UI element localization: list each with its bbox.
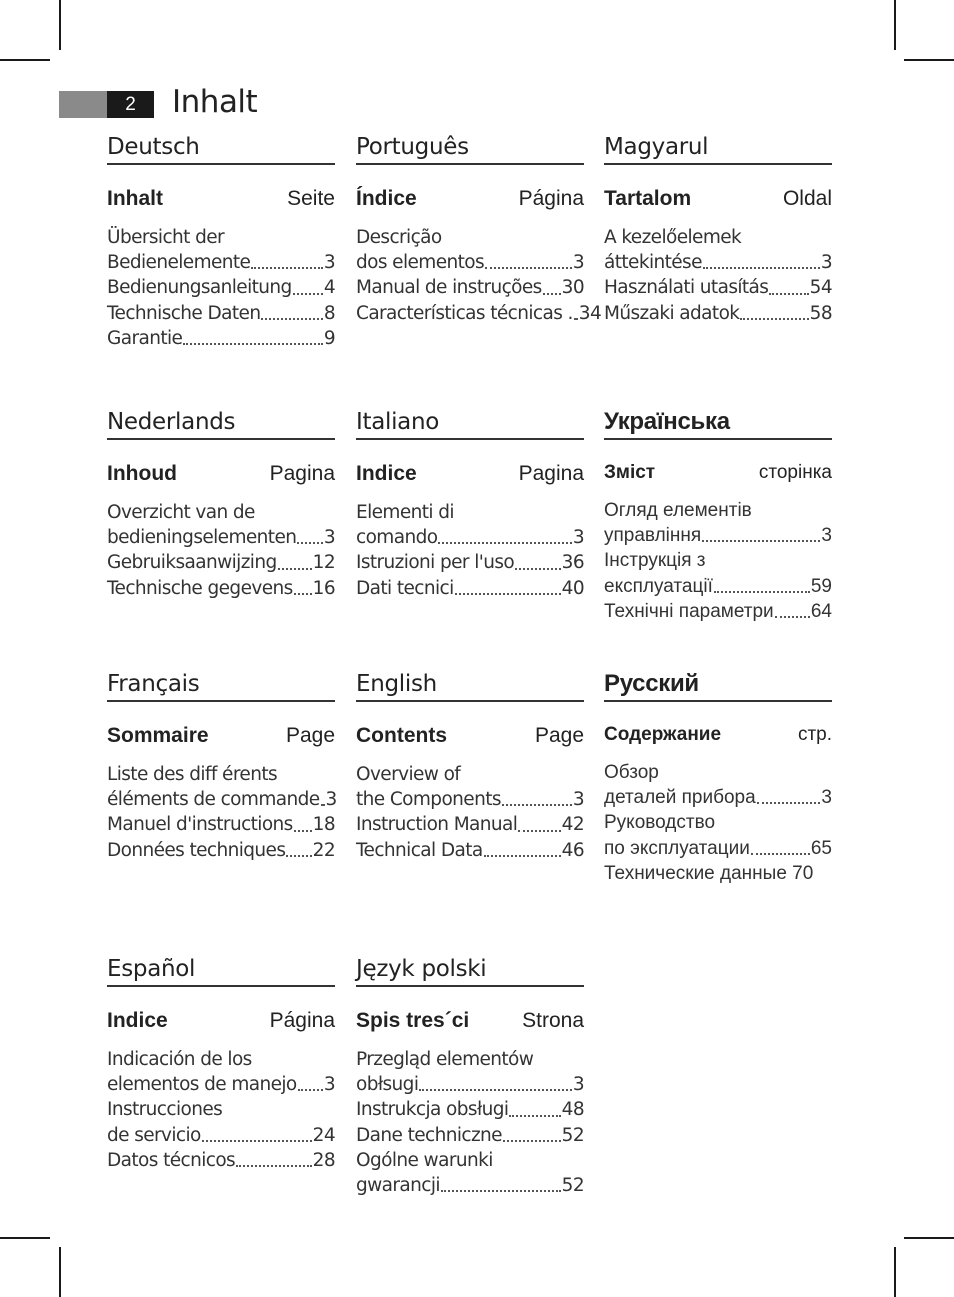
toc-entry-text: obłsugi — [356, 1074, 419, 1096]
toc-entry — [604, 523, 832, 548]
toc-entry-page: 64 — [810, 600, 832, 622]
leader-dots — [740, 317, 808, 320]
toc-entry-page: 3 — [325, 789, 337, 811]
page-column-label: Strona — [522, 1009, 584, 1032]
crop-mark — [904, 59, 954, 61]
leader-dots — [769, 292, 808, 295]
toc-entry — [604, 301, 832, 326]
language-title: Français — [107, 671, 335, 702]
toc-entry-text: Overview of — [356, 764, 461, 785]
toc-entry — [604, 574, 832, 599]
language-title: Português — [356, 134, 584, 165]
toc-entry-text: Manuel d'instructions — [107, 814, 293, 836]
toc-entry-page: 22 — [312, 839, 335, 861]
section-jezyk-polski — [356, 956, 584, 1198]
page-column-label: Page — [285, 724, 335, 747]
toc-entry-text: éléments de commande — [107, 789, 320, 811]
toc-entry-page: 58 — [809, 302, 832, 324]
toc-entry-text: Обзор — [604, 762, 659, 783]
toc-entry — [356, 250, 584, 275]
leader-dots — [261, 317, 322, 320]
contents-header — [604, 724, 832, 746]
contents-header — [604, 187, 832, 211]
page-column-label: Oldal — [782, 187, 832, 210]
toc-entry-page: 3 — [572, 1074, 584, 1096]
leader-dots — [251, 266, 322, 269]
leader-dots — [518, 829, 560, 832]
toc-entry-text: Használati utasítás — [604, 277, 769, 299]
toc-entry-text: деталей прибора — [604, 787, 756, 809]
toc-entry-page: 9 — [323, 327, 335, 349]
toc-entry-page: 54 — [809, 277, 832, 299]
leader-dots — [543, 292, 561, 295]
contents-label: Spis tres´ci — [356, 1009, 470, 1032]
toc-entry-text: Características técnicas . — [356, 302, 573, 324]
toc-entry-text: Bedienungsanleitung — [107, 277, 292, 299]
toc-entry — [356, 500, 584, 525]
toc-entry-page: 48 — [561, 1099, 584, 1121]
section-ukrainska — [604, 409, 832, 624]
contents-header — [356, 462, 584, 486]
section-portugues — [356, 134, 602, 326]
section-russkiy — [604, 671, 832, 886]
toc-entry-text: Garantie — [107, 327, 183, 349]
toc-entry-page: 3 — [323, 1074, 335, 1096]
toc-entry-page: 8 — [323, 302, 335, 324]
toc-entry-page: 28 — [312, 1149, 335, 1171]
toc-entry — [356, 762, 584, 787]
toc-entry-page: 30 — [561, 277, 584, 299]
language-title: Magyarul — [604, 134, 832, 165]
toc-entry — [356, 275, 584, 300]
toc-entry-text: експлуатації — [604, 575, 713, 597]
toc-entry — [107, 812, 335, 837]
toc-entry-page: 3 — [572, 527, 584, 549]
toc-entry-page: 40 — [561, 577, 584, 599]
toc-list — [356, 500, 584, 601]
leader-dots — [183, 342, 323, 345]
language-title: Русский — [604, 671, 832, 702]
contents-header — [107, 724, 335, 748]
toc-entry — [604, 548, 832, 573]
contents-header — [107, 1009, 335, 1033]
language-title: Українська — [604, 409, 832, 440]
toc-entry-text: Огляд елементів — [604, 500, 752, 521]
leader-dots — [714, 590, 810, 593]
toc-entry-page: 46 — [561, 839, 584, 861]
leader-dots — [202, 1139, 312, 1142]
leader-dots — [702, 539, 820, 542]
toc-entry — [604, 861, 832, 886]
section-francais — [107, 671, 335, 863]
toc-entry-page: 65 — [810, 837, 832, 859]
leader-dots — [515, 567, 561, 570]
toc-entry — [356, 787, 584, 812]
toc-entry — [604, 599, 832, 624]
toc-entry — [356, 1148, 584, 1173]
toc-entry-text: Overzicht van de — [107, 502, 255, 523]
toc-entry-text: Технические данные 70 — [604, 862, 814, 884]
toc-entry-text: Технічні параметри — [604, 600, 774, 622]
leader-dots — [294, 592, 312, 595]
contents-label: Contents — [356, 724, 447, 747]
toc-entry-text: A kezelőelemek — [604, 227, 742, 248]
toc-entry-page: 24 — [312, 1124, 335, 1146]
toc-entry-text: Datos técnicos — [107, 1149, 236, 1171]
toc-entry-text: Instrukcja obsługi — [356, 1099, 509, 1121]
toc-entry — [107, 576, 335, 601]
section-deutsch — [107, 134, 335, 351]
page-column-label: стр. — [797, 724, 832, 745]
contents-label: Inhalt — [107, 187, 163, 210]
toc-entry-text: Technical Data — [356, 839, 483, 861]
toc-entry — [604, 498, 832, 523]
toc-entry — [604, 225, 832, 250]
leader-dots — [484, 854, 561, 857]
toc-entry-text: Übersicht der — [107, 227, 225, 248]
page-title: Inhalt — [172, 84, 258, 120]
toc-entry-text: Technische gegevens — [107, 577, 293, 599]
leader-dots — [297, 541, 322, 544]
contents-header — [356, 187, 584, 211]
toc-list — [107, 762, 335, 863]
toc-entry-text: Műszaki adatok — [604, 302, 740, 324]
toc-list — [356, 762, 584, 863]
contents-label: Indice — [107, 1009, 168, 1032]
language-title: Nederlands — [107, 409, 335, 440]
page-column-label: Page — [534, 724, 584, 747]
toc-entry — [356, 1072, 584, 1097]
language-title: Italiano — [356, 409, 584, 440]
section-magyarul — [604, 134, 832, 326]
toc-entry — [356, 301, 602, 326]
toc-entry-text: Liste des diff érents — [107, 764, 278, 785]
toc-entry-text: Technische Daten — [107, 302, 261, 324]
toc-entry — [107, 762, 335, 787]
toc-entry-page: 16 — [312, 577, 335, 599]
crop-mark — [59, 1247, 61, 1297]
toc-entry — [107, 275, 335, 300]
contents-label: Содержание — [604, 724, 722, 745]
toc-entry-text: Instruction Manual — [356, 814, 518, 836]
toc-entry-text: Dane techniczne — [356, 1124, 502, 1146]
toc-entry — [107, 1123, 335, 1148]
toc-entry — [107, 838, 335, 863]
toc-entry-page: 52 — [561, 1175, 584, 1197]
toc-entry-text: Indicación de los — [107, 1049, 252, 1070]
toc-entry-text: Bedienelemente — [107, 252, 251, 274]
section-nederlands — [107, 409, 335, 601]
crop-mark — [59, 0, 61, 50]
toc-entry-text: gwarancji — [356, 1175, 440, 1197]
toc-entry-text: áttekintése — [604, 252, 702, 274]
contents-label: Tartalom — [604, 187, 692, 210]
toc-entry-text: de servicio — [107, 1124, 201, 1146]
toc-entry-text: Instrucciones — [107, 1099, 223, 1121]
toc-entry-text: Gebruiksaanwijzing — [107, 552, 277, 574]
leader-dots — [455, 592, 561, 595]
toc-entry-page: 3 — [323, 252, 335, 274]
toc-entry-text: управління — [604, 525, 702, 547]
crop-mark — [904, 1237, 954, 1239]
toc-entry — [107, 525, 335, 550]
toc-entry-text: elementos de manejo — [107, 1074, 297, 1096]
toc-entry-page: 3 — [820, 252, 832, 274]
toc-entry-text: Manual de instruções — [356, 277, 542, 299]
section-italiano — [356, 409, 584, 601]
toc-entry-text: Інструкція з — [604, 550, 706, 572]
toc-entry — [356, 1047, 584, 1072]
toc-entry — [604, 785, 832, 810]
toc-entry — [604, 250, 832, 275]
contents-label: Indice — [356, 462, 417, 485]
crop-mark — [894, 0, 896, 50]
toc-entry-text: Przegląd elementów — [356, 1049, 534, 1070]
leader-dots — [485, 266, 572, 269]
page-column-label: Pagina — [518, 462, 584, 485]
contents-header — [107, 462, 335, 486]
toc-entry — [356, 225, 584, 250]
toc-entry-page: 52 — [561, 1124, 584, 1146]
toc-entry-page: 4 — [323, 277, 335, 299]
leader-dots — [286, 854, 311, 857]
toc-entry — [107, 550, 335, 575]
leader-dots — [419, 1088, 571, 1091]
leader-dots — [509, 1114, 560, 1117]
leader-dots — [294, 829, 312, 832]
page-column-label: Seite — [287, 187, 335, 210]
toc-entry — [356, 1173, 584, 1198]
toc-entry — [604, 836, 832, 861]
toc-entry — [356, 812, 584, 837]
leader-dots — [751, 852, 810, 855]
page-tab-bar — [59, 91, 107, 118]
contents-header — [107, 187, 335, 211]
toc-entry — [356, 1123, 584, 1148]
toc-entry — [107, 787, 335, 812]
leader-dots — [236, 1164, 312, 1167]
page-column-label: сторінка — [758, 462, 832, 483]
leader-dots — [503, 1139, 561, 1142]
leader-dots — [293, 292, 323, 295]
toc-entry — [107, 1097, 335, 1122]
toc-list — [107, 1047, 335, 1173]
toc-entry-text: dos elementos — [356, 252, 485, 274]
toc-entry-page: 34 — [578, 302, 602, 324]
toc-entry — [604, 275, 832, 300]
toc-entry-text: Руководство — [604, 812, 716, 834]
toc-entry-page: 59 — [810, 575, 832, 597]
toc-entry-text: Descrição — [356, 227, 442, 248]
toc-entry-text: the Components — [356, 789, 501, 811]
toc-entry — [356, 576, 584, 601]
toc-entry-text: Ogólne warunki — [356, 1149, 493, 1171]
toc-entry — [107, 1072, 335, 1097]
section-english — [356, 671, 584, 863]
toc-entry-page: 12 — [312, 552, 335, 574]
toc-entry — [107, 1047, 335, 1072]
toc-entry-page: 36 — [561, 552, 584, 574]
language-title: Deutsch — [107, 134, 335, 165]
crop-mark — [894, 1247, 896, 1297]
toc-entry — [107, 500, 335, 525]
leader-dots — [278, 567, 312, 570]
section-espanol — [107, 956, 335, 1173]
leader-dots — [321, 803, 325, 806]
crop-mark — [0, 1237, 50, 1239]
toc-entry — [604, 810, 832, 835]
toc-entry — [107, 1148, 335, 1173]
leader-dots — [298, 1088, 323, 1091]
language-title: Język polski — [356, 956, 584, 987]
toc-list — [356, 1047, 584, 1198]
toc-entry-text: по эксплуатации — [604, 837, 750, 859]
toc-entry-text: Istruzioni per l'uso — [356, 552, 515, 574]
page-column-label: Pagina — [269, 462, 335, 485]
language-title: Español — [107, 956, 335, 987]
toc-entry — [356, 1097, 584, 1122]
toc-entry-page: 18 — [312, 814, 335, 836]
toc-list — [604, 225, 832, 326]
toc-entry — [107, 326, 335, 351]
contents-header — [356, 724, 584, 748]
contents-label: Зміст — [604, 462, 656, 483]
toc-entry-text: comando — [356, 527, 438, 549]
toc-entry-page: 42 — [561, 814, 584, 836]
toc-entry-page: 3 — [572, 252, 584, 274]
toc-entry-page: 3 — [821, 525, 832, 547]
page-number: 2 — [107, 91, 154, 118]
toc-entry — [107, 301, 335, 326]
toc-list — [107, 500, 335, 601]
page-column-label: Página — [518, 187, 584, 210]
leader-dots — [775, 615, 810, 618]
contents-label: Sommaire — [107, 724, 209, 747]
page-column-label: Página — [269, 1009, 335, 1032]
toc-entry — [356, 550, 584, 575]
toc-entry — [356, 838, 584, 863]
contents-header — [356, 1009, 584, 1033]
contents-label: Inhoud — [107, 462, 177, 485]
contents-label: Índice — [356, 187, 417, 210]
toc-entry-text: Dati tecnici — [356, 577, 454, 599]
crop-mark — [0, 59, 50, 61]
language-title: English — [356, 671, 584, 702]
toc-list — [356, 225, 602, 326]
toc-entry — [107, 250, 335, 275]
toc-list — [107, 225, 335, 351]
toc-entry — [356, 525, 584, 550]
leader-dots — [574, 317, 578, 320]
toc-entry-text: bedieningselementen — [107, 527, 297, 549]
toc-entry-page: 3 — [821, 787, 832, 809]
toc-entry-text: Elementi di — [356, 502, 454, 523]
toc-entry-page: 3 — [323, 527, 335, 549]
toc-entry — [604, 760, 832, 785]
toc-entry-page: 3 — [572, 789, 584, 811]
toc-list — [604, 760, 832, 886]
contents-header — [604, 462, 832, 484]
toc-entry — [107, 225, 335, 250]
leader-dots — [438, 541, 571, 544]
leader-dots — [703, 266, 820, 269]
toc-entry-text: Données techniques — [107, 839, 286, 861]
leader-dots — [502, 803, 572, 806]
leader-dots — [441, 1189, 561, 1192]
toc-list — [604, 498, 832, 624]
leader-dots — [757, 801, 821, 804]
